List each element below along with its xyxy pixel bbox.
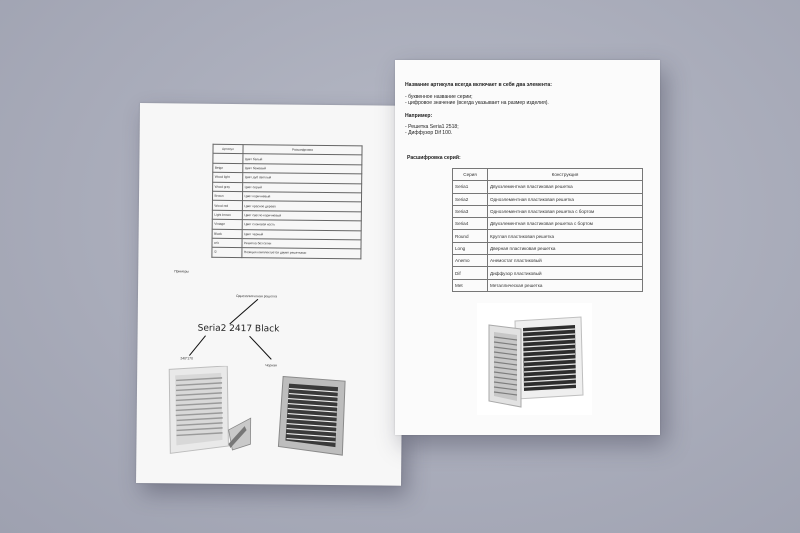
table-cell: Black: [212, 229, 242, 239]
list-item: - буквенное название серии;: [405, 94, 473, 100]
table-cell: Цвет бежевый: [243, 163, 362, 174]
table-cell: Одноэлементная пластиковая решетка с бортом: [488, 205, 643, 217]
double-vent-grille-image: [477, 303, 592, 415]
table-cell: Round: [453, 230, 488, 242]
table-row: [453, 205, 643, 217]
series-heading-text: Расшифровка серий:: [407, 155, 461, 161]
table-cell: Wood gray: [213, 182, 243, 192]
table-cell: Цвет коричневый: [242, 192, 361, 203]
series-heading: [407, 155, 461, 161]
table-row: [453, 242, 643, 254]
table-cell: Цвет дуб светлый: [243, 173, 362, 184]
table-row: [453, 255, 643, 267]
example-heading: [405, 113, 432, 119]
table-row: [453, 267, 643, 279]
table-cell: Металлическая решетка: [488, 279, 643, 291]
table-cell: Решетка без сетки: [242, 238, 361, 249]
table-cell: Одноэлементная пластиковая решетка: [488, 193, 643, 205]
list-item: - Диффузор Dif 100.: [405, 130, 453, 137]
table-row: [453, 218, 643, 230]
table-cell: Seria2: [453, 193, 488, 205]
table-cell: Позиция комплектуется двумя решетками: [242, 248, 361, 259]
table-cell: Beige: [213, 163, 243, 173]
table-row: [453, 230, 643, 242]
table-cell: Цвет белый: [243, 154, 362, 165]
table-row: [453, 193, 643, 205]
table-cell: Дверная пластиковая решетка: [488, 242, 643, 254]
black-vent-grille-image: [276, 374, 349, 457]
table-header-cell: Конструкция: [488, 169, 643, 181]
examples-label: Примеры: [174, 269, 190, 274]
table-cell: Анемостат пластиковый: [488, 255, 643, 267]
table-cell: Диффузор пластиковый: [488, 267, 643, 279]
series-table: [452, 168, 643, 292]
table-cell: Light brown: [212, 210, 242, 220]
list-item: - Решетка Seria1 2518;: [405, 124, 459, 130]
table-cell: Anemo: [453, 255, 488, 267]
table-row: [453, 279, 643, 291]
example-heading-text: Например:: [405, 113, 433, 119]
table-cell: Dif: [453, 267, 488, 279]
left-document-page: [136, 103, 405, 486]
examples-list: [405, 124, 459, 137]
list-item: - цифровое значение (всегда указывает на размер изделия).: [405, 100, 549, 107]
table-cell: Цвет серый: [243, 182, 362, 193]
table-cell: Vintage: [212, 219, 242, 229]
table-cell: Двухэлементная пластиковая решетка: [488, 181, 643, 193]
table-cell: Цвет светло-коричневый: [242, 210, 361, 221]
table-cell: Цвет черный: [242, 229, 361, 240]
table-row: [453, 181, 643, 193]
article-elements-list: [405, 94, 549, 107]
table-header-cell: Артикул: [213, 144, 243, 154]
table-header-cell: Расшифровка: [243, 145, 362, 156]
diagram-left-label: 240*170: [180, 356, 193, 361]
diagram-right-label: Черная: [265, 363, 277, 368]
table-header-row: [453, 169, 643, 181]
table-cell: Seria3: [453, 205, 488, 217]
diagram-top-label: Однозолментная решетка: [235, 294, 278, 299]
table-cell: /2: [212, 248, 242, 258]
table-cell: Seria1: [453, 181, 488, 193]
table-cell: Двухэлементная пластиковая решетка с бортом: [488, 218, 643, 230]
table-header-cell: Серия: [453, 169, 488, 181]
table-cell: Brown: [212, 191, 242, 201]
table-cell: Круглая пластиковая решетка: [488, 230, 643, 242]
table-cell: Met: [453, 279, 488, 291]
article-name-heading: [405, 82, 552, 88]
table-cell: Wood red: [212, 201, 242, 211]
diagram-center-label: Seria2 2417 Black: [197, 323, 280, 335]
white-vent-grille-image: [164, 365, 255, 458]
table-cell: Long: [453, 242, 488, 254]
table-cell: Цвет слоновая кость: [242, 220, 361, 231]
right-document-page: [395, 60, 660, 435]
table-cell: w/o: [212, 238, 242, 248]
table-cell: Wood light: [213, 172, 243, 182]
table-cell: Seria4: [453, 218, 488, 230]
table-cell: Цвет красное дерево: [242, 201, 361, 212]
article-name-heading-text: Название артикула всегда включает в себя два элемента:: [405, 82, 552, 88]
